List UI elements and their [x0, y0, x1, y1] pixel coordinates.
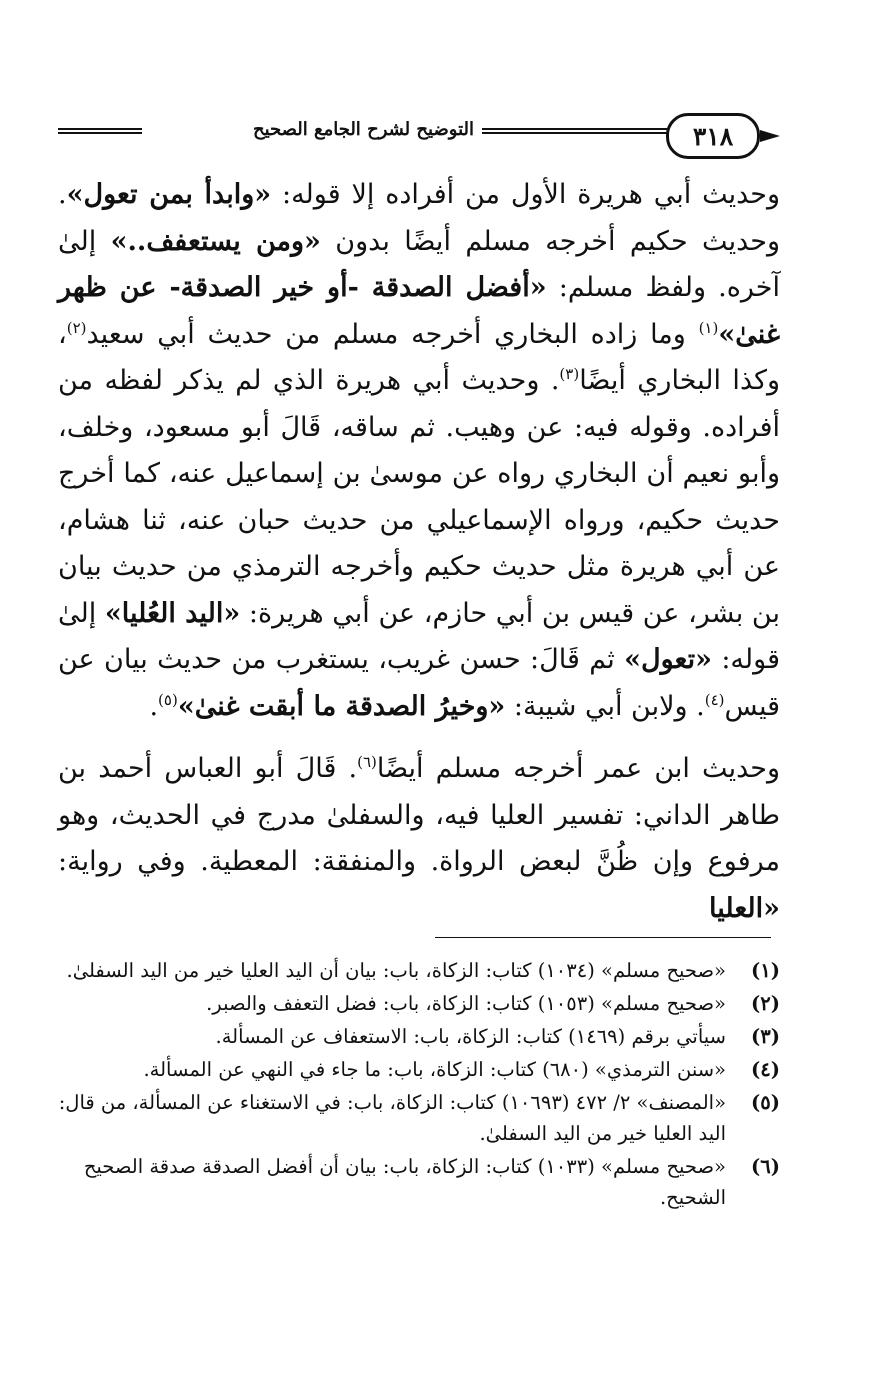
quoted-text: «تعول»: [624, 644, 712, 675]
footnote-text: «صحيح مسلم» (١٠٣٣) كتاب: الزكاة، باب: بيان أن أفضل الصدقة صدقة الصحيح الشحيح.: [83, 1155, 726, 1209]
quoted-text: «العليا: [709, 892, 780, 924]
footnote-reference: (١): [698, 318, 719, 337]
text-run: إلىٰ قوله:: [58, 597, 780, 675]
header-rule-left: [58, 128, 142, 134]
running-header: [58, 110, 780, 156]
footnote-text: «المصنف» ٢/ ٤٧٢ (١٠٦٩٣) كتاب: الزكاة، باب: في الاستغناء عن المسألة، من قال: اليد العليا خير من اليد السفلىٰ.: [58, 1091, 726, 1145]
body-text: [58, 172, 780, 932]
footnote: [58, 1151, 780, 1213]
text-run: .: [149, 690, 159, 722]
text-run: وما زاده البخاري أخرجه مسلم من حديث أبي سعيد: [86, 318, 699, 350]
text-run: . ولابن أبي شيبة:: [505, 690, 705, 722]
footnote-text: «سنن الترمذي» (٦٨٠) كتاب: الزكاة، باب: ما جاء في النهي عن المسألة.: [143, 1058, 726, 1081]
footnote-reference: (٣): [559, 365, 580, 383]
footnote: [58, 955, 780, 986]
text-run: . وحديث حكيم أخرجه مسلم أيضًا بدون: [58, 179, 780, 257]
paragraph: [58, 746, 780, 932]
paragraph: [58, 172, 780, 730]
quoted-text: «ومن يستعفف..»: [110, 225, 321, 257]
footnote-number: (٦): [751, 1155, 780, 1178]
header-rule-right: [482, 128, 672, 134]
footnote: [58, 1021, 780, 1052]
text-run: ثم قَالَ: حسن غريب، يستغرب من حديث بيان عن قيس: [58, 644, 780, 722]
footnote-number: (١): [751, 959, 780, 982]
footnote: [58, 1087, 780, 1149]
quoted-text: «وخيرُ الصدقة ما أبقت غنىٰ»: [177, 690, 506, 722]
text-run: إلىٰ آخره. ولفظ مسلم:: [58, 225, 780, 303]
footnote-number: (٤): [751, 1058, 780, 1081]
footnote-reference: (٥): [158, 690, 178, 709]
book-title: التوضيح لشرح الجامع الصحيح: [245, 119, 482, 140]
footnote-number: (٣): [751, 1025, 780, 1048]
footnote-reference: (٢): [66, 318, 87, 337]
quoted-text: «وابدأ بمن تعول»: [66, 179, 272, 210]
text-run: وحديث أبي هريرة الأول من أفراده إلا قوله:: [271, 179, 781, 210]
footnote: [58, 1054, 780, 1085]
quoted-text: «اليد العُليا»: [104, 597, 241, 629]
text-run: . وحديث أبي هريرة الذي لم يذكر لفظه من أفراده. وقوله فيه: عن وهيب. ثم ساقه، قَالَ أبو مسعود، وخلف، وأبو نعيم أن البخاري رواه عن موسىٰ بن إسماعيل عنه، كما أخرج حديث حكيم، ورواه الإسماعيلي من حديث حبان عنه، ثنا هشام، عن أبي هريرة مثل حديث حكيم وأخرجه الترمذي من حديث بيان بن بشر، عن قيس بن أبي حازم، عن أبي هريرة:: [58, 365, 780, 629]
footnote-number: (٥): [751, 1091, 780, 1114]
text-run: وحديث ابن عمر أخرجه مسلم أيضًا: [376, 753, 780, 784]
footnote: [58, 988, 780, 1019]
footnote-separator: [435, 937, 771, 938]
text-run: . قَالَ أبو العباس أحمد بن طاهر الداني: تفسير العليا فيه، والسفلىٰ مدرج في الحديث، وهو مرفوع وإن ظُنَّ لبعض الرواة. والمنفقة: المعطية. وفي رواية:: [58, 753, 780, 877]
quoted-text: «أفضل الصدقة -أو خير الصدقة- عن ظهر غنىٰ»: [58, 272, 780, 350]
footnote-reference: (٤): [704, 690, 725, 709]
text-run: ، وكذا البخاري أيضًا: [58, 318, 781, 396]
footnotes: [58, 955, 780, 1215]
footnote-text: سيأتي برقم (١٤٦٩) كتاب: الزكاة، باب: الاستعفاف عن المسألة.: [215, 1025, 726, 1048]
footnote-reference: (٦): [357, 753, 377, 771]
header-arrow-ornament: [760, 130, 780, 142]
footnote-text: «صحيح مسلم» (١٠٣٤) كتاب: الزكاة، باب: بيان أن اليد العليا خير من اليد السفلىٰ.: [66, 959, 726, 982]
footnote-text: «صحيح مسلم» (١٠٥٣) كتاب: الزكاة، باب: فضل التعفف والصبر.: [206, 992, 726, 1015]
page-number: ٣١٨: [666, 113, 760, 159]
footnote-number: (٢): [751, 992, 780, 1015]
